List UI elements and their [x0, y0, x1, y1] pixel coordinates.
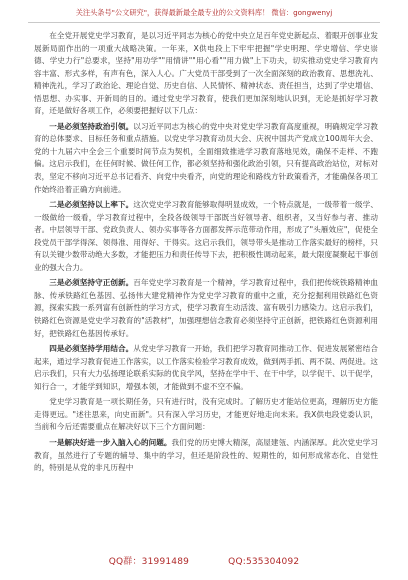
paragraph-text: 在全党开展党史学习教育，是以习近平同志为核心的党中央立足百年党史新起点、着眼开创事业发展新局面作出的一项重大战略决策。一年来，X供电段上下牢牢把握"学史明理、学史增信、学史崇德、学史力行"总要求，坚持"用功学""用情讲""用心看""用力做"上下功夫，切实推动党史学习教育内容丰富、形式多样，有声有色，深入人心。广大党员干部受到了一次全面深刻的政治教育、思想洗礼、精神洗礼，学习了政治论、理论自觉、历史自信、人民情怀、精神状态、责任担当，达到了学史增信、悟思想、办实事、开新局的目的。通过党史学习教育，使我们更加深刻地认识到，无论是抓好学习教育，还是做好各项工作，必须要把握好以下几点：	[34, 31, 378, 116]
header-divider	[28, 22, 380, 23]
page-header-banner: 关注头条号"公文研究"，获得最新最全最专业的公文资料库！ 微信：gongwenyj	[75, 8, 333, 17]
paragraph-text: 以习近平同志为核心的党中央对党史学习教育高度重视，明确规定学习教育的总体要求、目标任务和重点措施。以党史学习教育动员大会、庆祝中国共产党成立100周年大会、党的十九届六中全会三个重要时间节点为契机，全面细致推进学习教育落地见效，确保不走样、不跑偏。这启示我们，在任何时候、做任何工作，都必须坚持和强化政治引领，只有提高政治站位，对标对表，坚定不移向习近平总书记看齐、向党中央看齐，向党的理论和路线方针政策看齐，才能确保各项工作始终沿着正确方向前进。	[34, 121, 378, 194]
body-paragraph	[34, 277, 378, 340]
footer-qq-group: QQ群：31991489	[108, 557, 190, 567]
body-paragraph	[34, 30, 378, 118]
paragraph-text: 党史学习教育是一项长期任务，只有进行时，没有完成时。了解历史才能站位更高，理解历史方能走得更远。"述往思来，向史而新"。只有深入学习历史，才能更好地走向未来。我X供电段党委认识，当前和今后还需要重点在解决好以下三个方面问题：	[34, 397, 378, 432]
body-paragraph	[34, 396, 378, 434]
paragraph-text: 百年党史学习教育是一个精神，学习教育过程中，我们把传统铁路精神血脉、传承铁路红色基因、弘扬伟大建党精神作为党史学习教育的重中之重，充分挖掘利用铁路红色资源，探索实践一系列富有创新性的学习方式，使学习教育生动活泼、富有吸引力感染力。这启示我们，铁路红色资源是党史学习教育的"活教材"，加强理想信念教育必须坚持守正创新，把铁路红色资源利用好，把铁路红色基因传承好。	[34, 278, 378, 338]
paragraph-lead: 一是必须坚持政治引领。	[49, 121, 134, 131]
footer-qq: QQ:535304092	[228, 557, 300, 567]
paragraph-text: 从党史学习教育一开始，我们把学习教育同推动工作、促进发展紧密结合起来，通过学习教育促进工作落实，以工作落实检验学习教育成效，做到两手抓、两不误、两促进。这启示我们，只有大力弘扬理论联系实际的优良学风，坚持在学中干、在干中学，以学促干、以干促学，知行合一，才能学到知识，增强本领，才能做到不虚不空不偏。	[34, 344, 378, 391]
body-paragraph	[34, 121, 378, 196]
paragraph-text: 这次党史学习教育能够取得明显成效，一个特点就是，一级带着一级学、一级做给一级看，学习教育过程中，全段各级领导干部既当好领导者、组织者，又当好参与者、推动者。中层领导干部、党政负责人、领办实事等各方面都发挥示范带动作用，形成了"头雁效应"，促使全段党员干部学得深、领得准、用得好、干得实。这启示我们，领导带头是推动工作落实最好的榜样，只有以关键少数带动绝大多数，才能把压力和责任传导下去，把积极性调动起来，最大限度凝聚起干事创业的强大合力。	[34, 200, 378, 272]
paragraph-lead: 三是必须坚持守正创新。	[49, 278, 134, 288]
paragraph-lead: 四是必须坚持学用结合。	[49, 344, 134, 354]
page-footer-contacts	[0, 554, 408, 567]
body-paragraph	[34, 343, 378, 393]
paragraph-lead: 二是必须坚持以上率下。	[49, 200, 134, 210]
paragraph-text: 我们党的历史博大精深，高屋建瓴、内涵深厚。此次党史学习教育，虽然进行了专题的辅导、集中的学习，但还是阶段性的、短期性的，如何形成常态化、自觉性的，特别是从党的非凡历程中	[34, 437, 378, 473]
document-body	[34, 30, 378, 478]
body-paragraph	[34, 199, 378, 274]
body-paragraph	[34, 437, 378, 475]
paragraph-lead: 一是解决好进一步入脑入心的问题。	[49, 437, 172, 447]
